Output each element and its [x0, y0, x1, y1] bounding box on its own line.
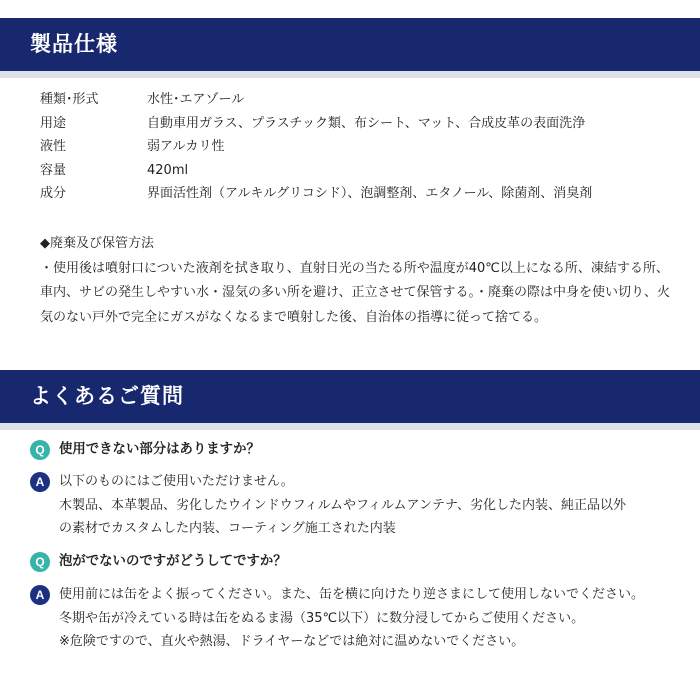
question-badge-icon: Q — [30, 440, 50, 460]
spec-row — [40, 112, 592, 136]
spec-value: 自動車用ガラス、プラスチック類、布シート、マット、合成皮革の表面洗浄 — [147, 115, 586, 131]
spec-table — [40, 88, 592, 206]
notes-text: ・使用後は噴射口についた液剤を拭き取り、直射日光の当たる所や温度が40℃以上になる所、凍結する所、車内、サビの発生しやすい水・湿気の多い所を避け、正立させて保管する。・廃棄の際は中身を使い切り、火気のない戸外で完全にガスがなくなるまで噴射した後、自治体の指導に従って捨てる。 — [40, 260, 670, 325]
faq-question: 使用できない部分はありますか？ — [59, 442, 260, 457]
spec-value: 420ml — [147, 162, 189, 178]
spec-label: 容量 — [40, 162, 67, 178]
question-badge-icon: Q — [30, 552, 50, 572]
answer-line: 冬期や缶が冷えている時は缶をぬるま湯（35℃以下）に数分浸してからご使用ください。 — [59, 610, 585, 626]
spec-label: 用途 — [40, 115, 67, 131]
disposal-storage-notes — [40, 232, 672, 330]
answer-line: ※危険ですので、直火や熱湯、ドライヤーなどでは絶対に温めないでください。 — [59, 634, 525, 649]
spec-value: 弱アルカリ性 — [147, 139, 225, 155]
answer-badge-icon: A — [30, 585, 50, 605]
answer-line: 使用前には缶をよく振ってください。また、缶を横に向けたり逆さまにして使用しないでください。 — [59, 587, 645, 602]
answer-line: 以下のものにはご使用いただけません。 — [59, 474, 294, 489]
spec-row — [40, 88, 592, 112]
answer-badge-icon: A — [30, 472, 50, 492]
faq-section-banner — [0, 370, 700, 430]
notes-heading: ◆廃棄及び保管方法 — [40, 236, 154, 251]
faq-answer — [59, 470, 700, 541]
faq-question: 泡がでないのですがどうしてですか？ — [59, 554, 287, 569]
spec-section-banner — [0, 18, 700, 78]
spec-label: 成分 — [40, 186, 67, 202]
answer-line: 木製品、本革製品、劣化したウインドウフィルムやフィルムアンテナ、劣化した内装、純正品以外 — [59, 497, 627, 513]
faq-section-title: よくあるご質問 — [30, 384, 184, 408]
answer-line: の素材でカスタムした内装、コーティング施工された内装 — [59, 521, 396, 536]
spec-section-title: 製品仕様 — [30, 32, 118, 56]
spec-value: 界面活性剤（アルキルグリコシド）、泡調整剤、エタノール、除菌剤、消臭剤 — [147, 186, 593, 202]
spec-row — [40, 159, 592, 183]
spec-row — [40, 135, 592, 159]
spec-label: 種類･形式 — [40, 92, 99, 107]
spec-value: 水性･エアゾール — [147, 92, 245, 107]
spec-row — [40, 182, 592, 206]
spec-label: 液性 — [40, 139, 67, 155]
faq-answer — [59, 583, 700, 654]
